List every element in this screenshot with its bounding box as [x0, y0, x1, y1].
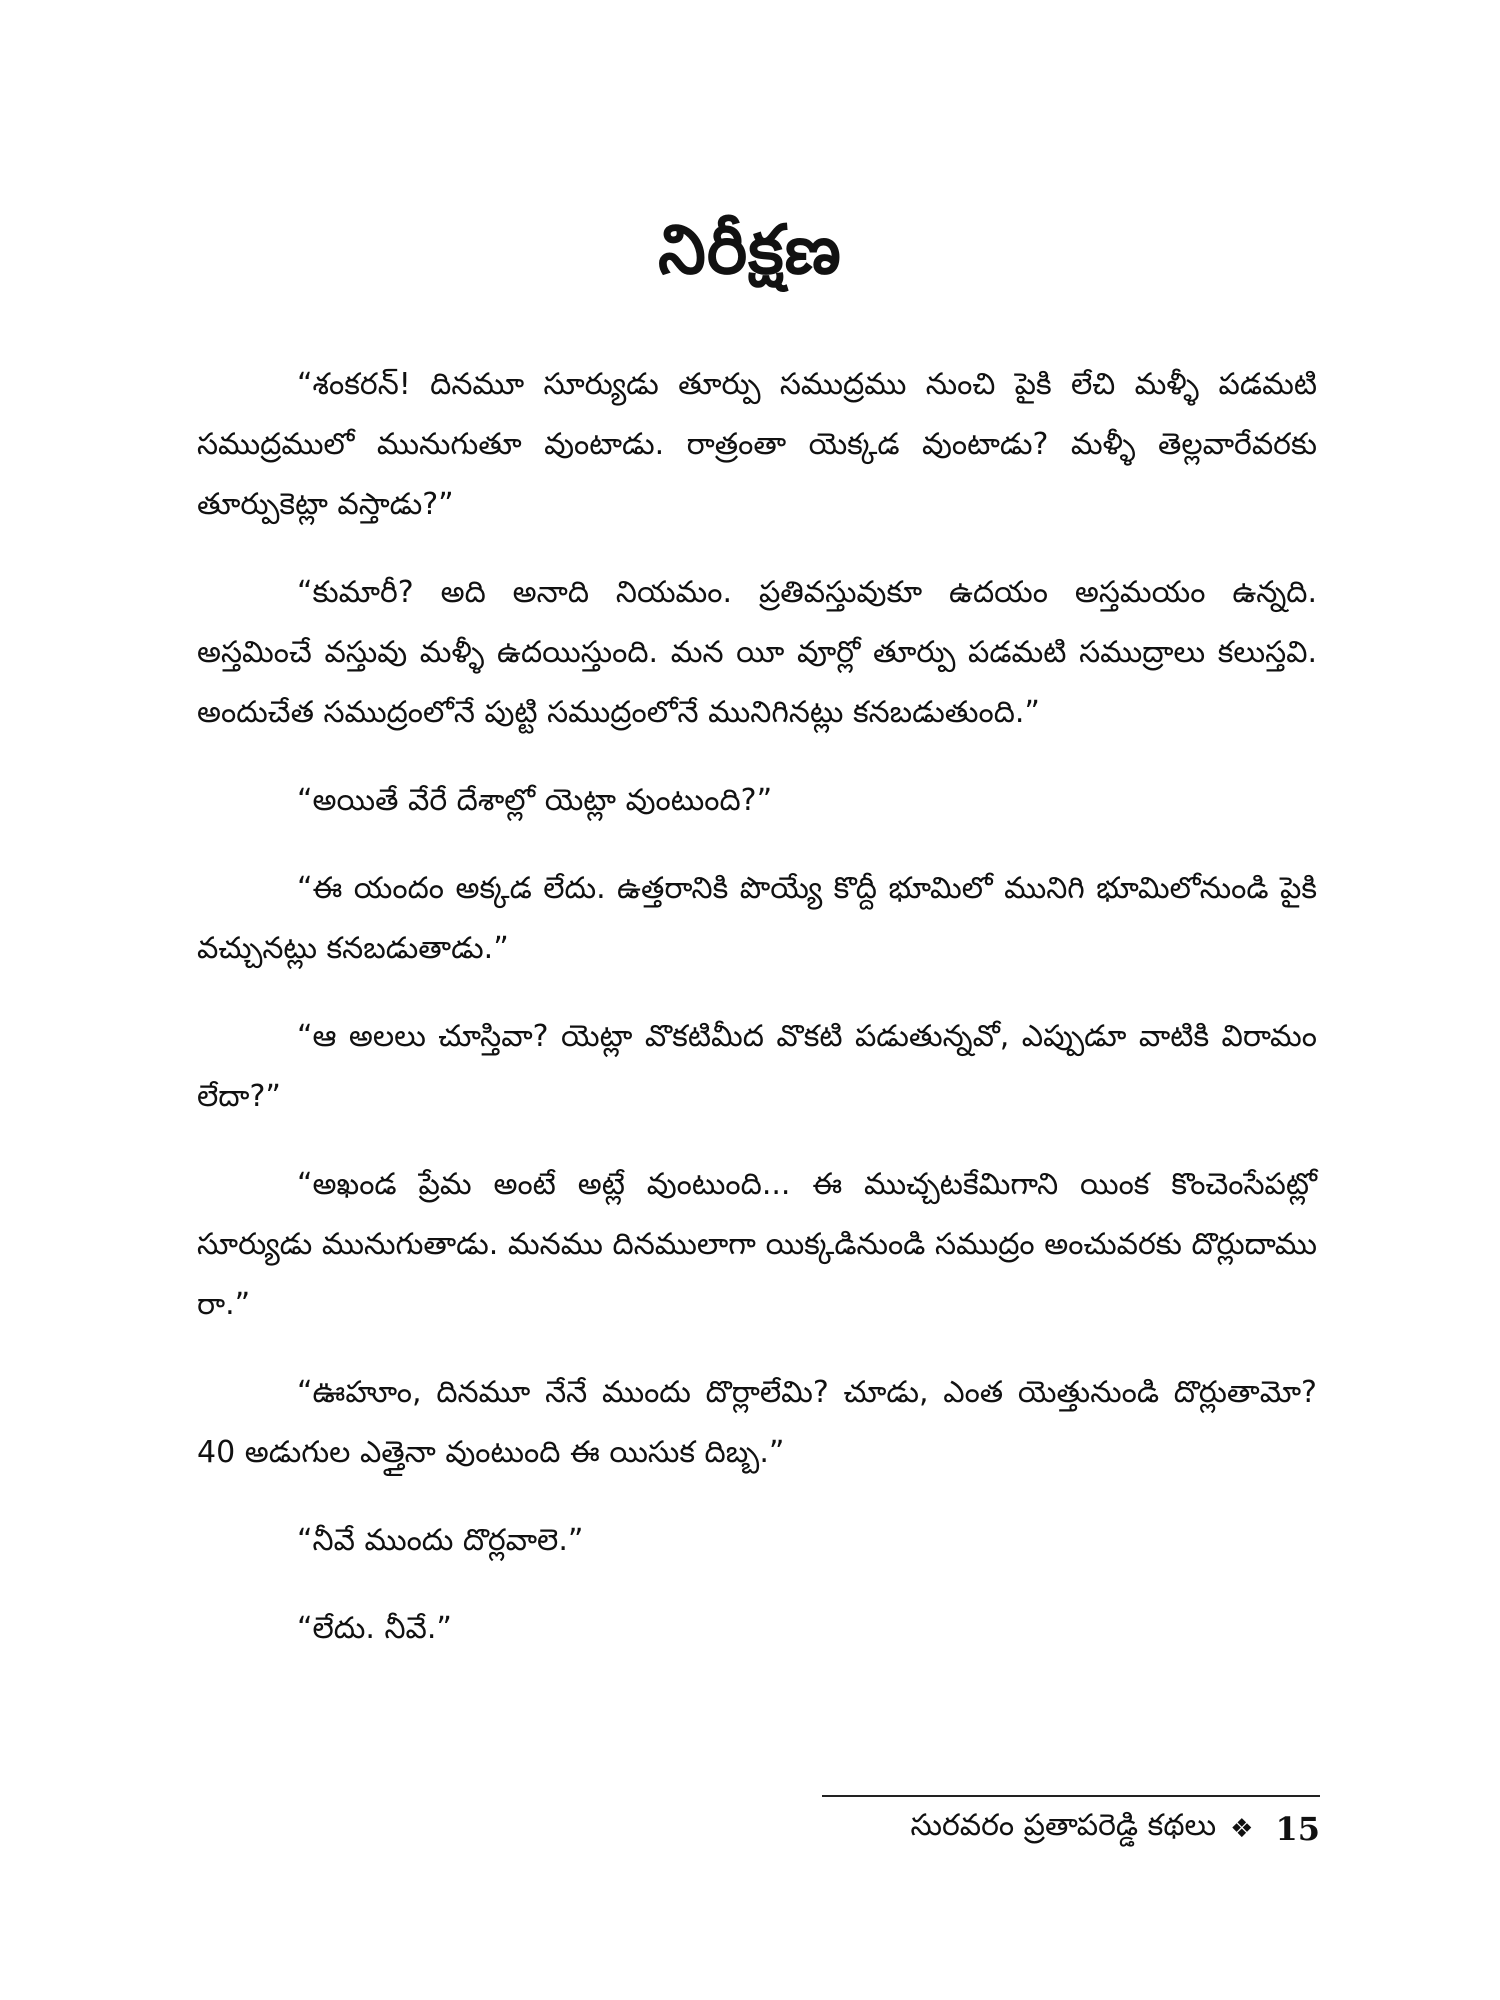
- paragraph: “అఖండ ప్రేమ అంటే అట్లే వుంటుంది... ఈ ముచ్చటకేమిగాని యింక కొంచెంసేపట్లో సూర్యుడు మునుగుతాడు. మనము దినములాగా యిక్కడినుండి సముద్రం అంచువరకు దొర్లుదాము రా.”: [197, 1167, 1317, 1322]
- page-footer: [911, 1808, 1320, 1850]
- paragraph: “అయితే వేరే దేశాల్లో యెట్లా వుంటుంది?”: [297, 783, 773, 818]
- paragraph: “ఊహూం, దినమూ నేనే ముందు దొర్లాలేమి? చూడు, ఎంత యెత్తునుండి దొర్లుతామో? 40 అడుగుల ఎత్తైనా వుంటుంది ఈ యిసుక దిబ్బ.”: [197, 1375, 1317, 1470]
- page-title: నిరీక్షణ: [658, 210, 842, 290]
- book-title: సురవరం ప్రతాపరెడ్డి కథలు: [910, 1808, 1217, 1843]
- paragraph: “కుమారీ? అది అనాది నియమం. ప్రతివస్తువుకూ ఉదయం అస్తమయం ఉన్నది. అస్తమించే వస్తువు మళ్ళీ ఉదయిస్తుంది. మన యీ వూర్లో తూర్పు పడమటి సముద్రాలు కలుస్తవి. అందుచేత సముద్రంలోనే పుట్టి సముద్రంలోనే మునిగినట్లు కనబడుతుంది.”: [197, 575, 1317, 730]
- footer-rule: [822, 1795, 1320, 1797]
- paragraph: “లేదు. నీవే.”: [297, 1611, 452, 1646]
- story-body: [197, 355, 1317, 1687]
- page-number: 15: [1275, 1810, 1320, 1848]
- paragraph: “నీవే ముందు దొర్లవాలె.”: [297, 1523, 584, 1558]
- paragraph: “శంకరన్! దినమూ సూర్యుడు తూర్పు సముద్రము నుంచి పైకి లేచి మళ్ళీ పడమటి సముద్రములో మునుగుతూ వుంటాడు. రాత్రంతా యెక్కడ వుంటాడు? మళ్ళీ తెల్లవారేవరకు తూర్పుకెట్లా వస్తాడు?”: [197, 367, 1317, 522]
- diamond-separator-icon: ❖: [1230, 1814, 1254, 1844]
- paragraph: “ఆ అలలు చూస్తివా? యెట్లా వొకటిమీద వొకటి పడుతున్నవో, ఎప్పుడూ వాటికి విరామం లేదా?”: [197, 1019, 1317, 1114]
- paragraph: “ఈ యందం అక్కడ లేదు. ఉత్తరానికి పొయ్యే కొద్దీ భూమిలో మునిగి భూమిలోనుండి పైకి వచ్చునట్లు కనబడుతాడు.”: [197, 871, 1317, 966]
